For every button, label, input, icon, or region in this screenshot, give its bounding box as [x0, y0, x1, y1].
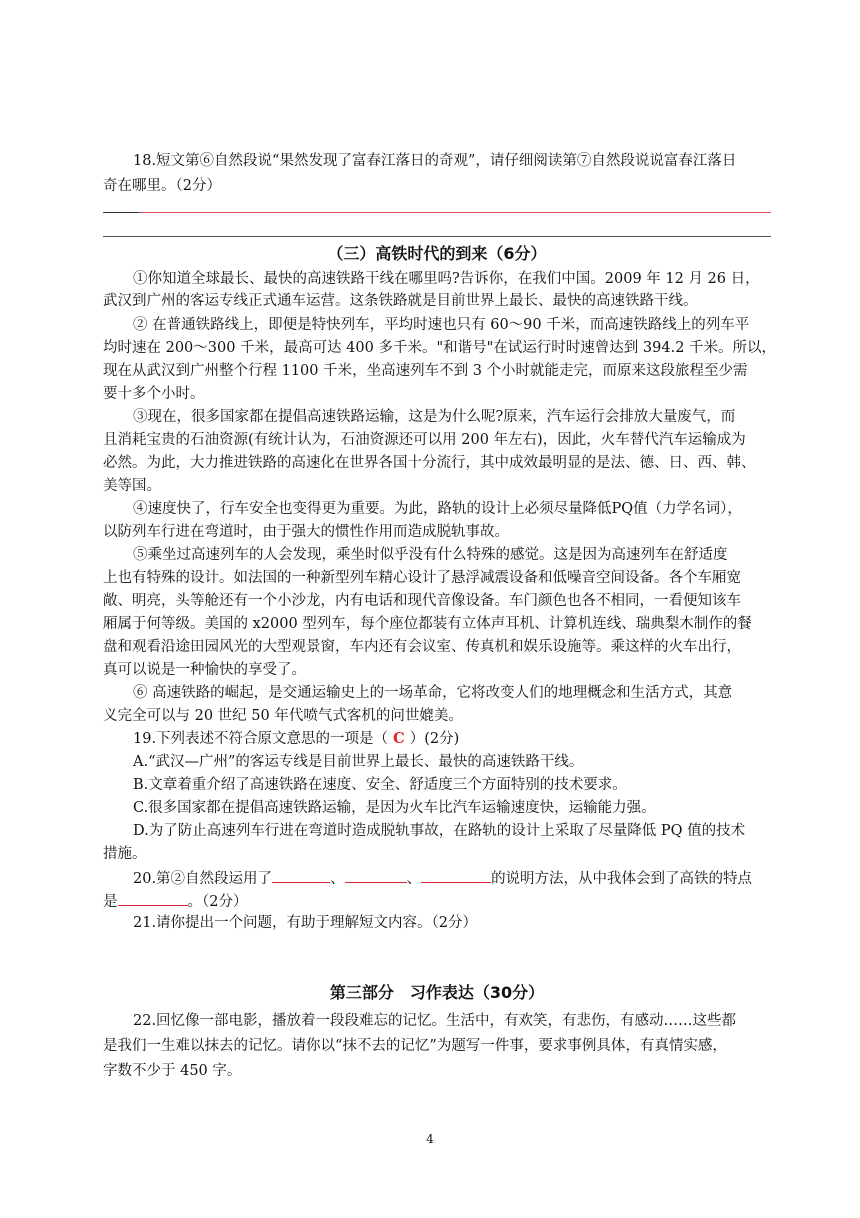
part3-title: 第三部分 习作表达（30分） — [329, 983, 545, 1002]
q20-line-2a: 是 — [103, 894, 118, 910]
q20-sep-1: 、 — [330, 871, 345, 887]
q22-line-3: 字数不少于 450 字。 — [103, 1063, 242, 1079]
q20-part-2: 的说明方法，从中我体会到了高铁的特点 — [491, 871, 753, 887]
answer-rule-red — [103, 212, 771, 213]
para6-line-1: ⑥ 高速铁路的崛起，是交通运输史上的一场革命，它将改变人们的地理概念和生活方式，其意 — [133, 685, 733, 701]
para1-line-1: ①你知道全球最长、最快的高速铁路干线在哪里吗?告诉你，在我们中国。2009 年 12 月 26 日， — [133, 271, 760, 287]
q20-blank-2[interactable] — [345, 866, 407, 883]
q20-blank-4[interactable] — [118, 889, 188, 906]
section-title: （三）高铁时代的到来（6分） — [327, 244, 547, 263]
q19-option-b: B.文章着重介绍了高速铁路在速度、安全、舒适度三个方面特别的技术要求。 — [133, 777, 627, 793]
para1-line-2: 武汉到广州的客运专线正式通车运营。这条铁路就是目前世界上最长、最快的高速铁路干线。 — [103, 293, 698, 309]
page-number: 4 — [426, 1132, 434, 1146]
q20-line-2b: 。（2分） — [187, 894, 248, 910]
para4-line-2: 以防列车行进在弯道时，由于强大的惯性作用而造成脱轨事故。 — [103, 524, 509, 540]
para5-line-4: 厢属于何等级。美国的 x2000 型列车，每个座位都装有立体声耳机、计算机连线、瑞典梨木制作的餐 — [103, 616, 752, 632]
q19-option-c: C.很多国家都在提倡高速铁路运输，是因为火车比汽车运输速度快，运输能力强。 — [133, 800, 656, 816]
q20-line-1 — [103, 866, 771, 890]
para2-line-3: 现在从武汉到广州整个行程 1100 千米，坐高速列车不到 3 个小时就能走完，而原来这段旅程至少需 — [103, 363, 748, 379]
para3-line-2: 且消耗宝贵的石油资源(有统计认为，石油资源还可以用 200 年左右)，因此，火车替代汽车运输成为 — [103, 432, 746, 448]
q19-answer: C — [388, 730, 410, 747]
para3-line-4: 美等国。 — [103, 478, 161, 494]
q19-stem-after: ）(2分) — [409, 731, 460, 747]
answer-rule-gray — [103, 236, 771, 237]
q22-line-2: 是我们一生难以抹去的记忆。请你以“抹不去的记忆”为题写一件事，要求事例具体，有真情实感， — [103, 1038, 727, 1054]
q19-option-d-line-1: D.为了防止高速列车行进在弯道时造成脱轨事故，在路轨的设计上采取了尽量降低 PQ 值的技术 — [133, 823, 746, 839]
para3-line-3: 必然。为此，大力推进铁路的高速化在世界各国十分流行，其中成效最明显的是法、德、日、西、韩、 — [103, 455, 756, 471]
q20-sep-2: 、 — [406, 871, 422, 887]
q19-stem-before: 19.下列表述不符合原文意思的一项是（ — [133, 731, 389, 747]
q21-text: 21.请你提出一个问题，有助于理解短文内容。（2分） — [133, 915, 478, 931]
q18-line-2: 奇在哪里。（2分） — [103, 178, 221, 194]
q22-line-1: 22.回忆像一部电影，播放着一段段难忘的记忆。生活中，有欢笑，有悲伤，有感动……这些都 — [133, 1013, 737, 1029]
q19-option-d-line-2: 措施。 — [103, 846, 147, 862]
para4-line-1: ④速度快了，行车安全也变得更为重要。为此，路轨的设计上必须尽量降低PQ值（力学名词）， — [133, 501, 742, 517]
q20-blank-1[interactable] — [272, 866, 330, 883]
para5-line-3: 敞、明亮，头等舱还有一个小沙龙，内有电话和现代音像设备。车门颜色也各不相同，一看便知该车 — [103, 593, 741, 609]
para5-line-1: ⑤乘坐过高速列车的人会发现，乘坐时似乎没有什么特殊的感觉。这是因为高速列车在舒适度 — [133, 547, 728, 563]
para5-line-6: 真可以说是一种愉快的享受了。 — [103, 662, 306, 678]
q20-line-2 — [103, 889, 771, 913]
q20-blank-3[interactable] — [421, 866, 491, 883]
q19-option-a: A.“武汉—广州”的客运专线是目前世界上最长、最快的高速铁路干线。 — [133, 754, 584, 770]
para3-line-1: ③现在，很多国家都在提倡高速铁路运输，这是为什么呢?原来，汽车运行会排放大量废气，而 — [133, 409, 736, 425]
answer-rule-start — [103, 212, 139, 213]
q20-part-1: 20.第②自然段运用了 — [133, 871, 273, 887]
para2-line-2: 均时速在 200～300 千米，最高可达 400 多千米。"和谐号"在试运行时时速曾达到 394.2 千米。所以， — [103, 340, 777, 356]
para2-line-4: 要十多个小时。 — [103, 386, 205, 402]
para6-line-2: 义完全可以与 20 世纪 50 年代喷气式客机的问世媲美。 — [103, 708, 463, 724]
para2-line-1: ② 在普通铁路线上，即便是特快列车，平均时速也只有 60～90 千米，而高速铁路线上的列车平 — [133, 317, 750, 333]
q19-stem — [103, 728, 771, 750]
q18-line-1: 18.短文第⑥自然段说“果然发现了富春江落日的奇观”，请仔细阅读第⑦自然段说说富春江落日 — [133, 153, 737, 169]
para5-line-5: 盘和观看沿途田园风光的大型观景窗，车内还有会议室、传真机和娱乐设施等。乘这样的火车出行， — [103, 639, 741, 655]
para5-line-2: 上也有特殊的设计。如法国的一种新型列车精心设计了悬浮减震设备和低噪音空间设备。各个车厢宽 — [103, 570, 741, 586]
